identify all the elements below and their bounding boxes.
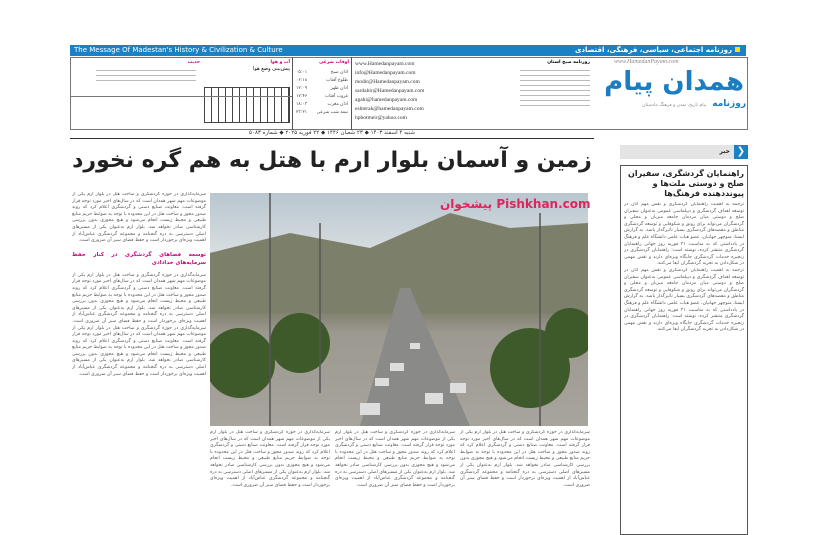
watermark: پیشخوان Pishkhan.com <box>440 197 591 211</box>
prayer-time: ۲۳:۲۱ <box>296 110 308 116</box>
hadith-box <box>72 60 200 85</box>
news-sidebar <box>620 145 748 535</box>
contact-item: eshterak@hamedanpayam.com <box>355 106 424 112</box>
prayer-time: ۱۲:۰۹ <box>296 86 308 92</box>
article-column <box>72 192 206 526</box>
article-text: سرمایه‌گذاری در حوزه گردشگری و ساخت هتل در بلوار ارم یکی از موضوعات مهم شهر همدان است که در سال‌های اخیر مورد توجه قرار گرفته است. معاونت صنایع دستی و گردشگری اعلام کرد که روند صدور مجوز و ساخت هتل در این محدوده با توجه به ضوابط حریم منابع طبیعی و محیط زیست انجام می‌شود و هیچ مجوزی بدون بررسی کارشناسی صادر نخواهد شد. بلوار ارم به‌عنوان یکی از مسیرهای اصلی دسترسی به دره گنجنامه و مجموعه گردشگری عباس‌آباد از اهمیت ویژه‌ای برخوردار است و حفظ فضای سبز آن ضروری است. <box>72 192 206 244</box>
prayer-row <box>296 85 348 93</box>
prayer-label: اذان مغرب <box>327 102 348 108</box>
sidebar-body: ترجمه به اهمیت راهنمایان گردشگری و نقش مهم آنان در توسعه اهداف گردشگری و دیپلماسی عمومی به‌عنوان سفیران صلح و دوستی میان مردمان جامعه میزبان و محلی و گردشگران می‌تواند برای رونق و شکوفایی و توسعه گردشگری مناطق و مقصدهای گردشگری بسیار تاثیرگذار باشد. به گزارش ایسنا، منوچهر جهانیان، عضو هیات علمی دانشگاه علم و فرهنگ در یادداشتی که به مناسبت ۲۱ فوریه روز جهانی راهنمایان گردشگری منتشر کرده، نوشته است: راهنمایان گردشگری در زنجیره خدمات گردشگری جایگاه ویژه‌ای دارند و نقش مهمی در شکل‌دادن به تجربه گردشگران ایفا می‌کنند. <box>624 202 744 267</box>
sidebar-title: راهنمایان گردشگری، سفیران صلح و دوستی ملت‌ها و پیونددهنده فرهنگ‌ها <box>628 169 744 198</box>
persian-tagline: روزنامه اجتماعی، سیاسی، فرهنگی، اقتصادی <box>575 45 740 56</box>
prayer-time: ۰۵:۰۱ <box>296 70 308 76</box>
hadith-title: حدیث <box>187 60 200 65</box>
prayer-time: ۱۷:۴۶ <box>296 94 308 100</box>
logo-subtitle: پیام تاریخ، تمدن و فرهنگ مادستان <box>642 103 707 108</box>
article-column <box>460 430 590 526</box>
weather-table <box>204 87 290 123</box>
prayer-row <box>296 77 348 85</box>
prayer-time: ۰۶:۱۸ <box>296 78 308 84</box>
prayer-label: اذان صبح <box>330 70 348 76</box>
english-tagline: The Message Of Madestan's History & Civilization & Culture <box>74 46 283 54</box>
contact-item: hpbotmeir@yahoo.com <box>355 115 407 121</box>
article-column <box>210 430 330 526</box>
publisher-info <box>520 60 590 110</box>
logo-website: www.HamedanPayam.com <box>614 59 679 65</box>
article-photo <box>210 193 588 426</box>
weather-subtitle: پیش‌بینی وضع هوا <box>253 66 290 73</box>
article-text: سرمایه‌گذاری در حوزه گردشگری و ساخت هتل در بلوار ارم یکی از موضوعات مهم شهر همدان است که در سال‌های اخیر مورد توجه قرار گرفته است. معاونت صنایع دستی و گردشگری اعلام کرد که روند صدور مجوز و ساخت هتل در این محدوده با توجه به ضوابط حریم منابع طبیعی و محیط زیست انجام می‌شود و هیچ مجوزی بدون بررسی کارشناسی صادر نخواهد شد. بلوار ارم به‌عنوان یکی از مسیرهای اصلی دسترسی به دره گنجنامه و مجموعه گردشگری عباس‌آباد از اهمیت ویژه‌ای برخوردار است و حفظ فضای سبز آن ضروری است. <box>72 325 206 377</box>
prayer-label: طلوع آفتاب <box>326 78 348 84</box>
logo-text: همدان پیام <box>604 67 744 97</box>
contact-list <box>355 60 515 123</box>
contact-item: modir@Hamedanpayam.com <box>355 79 420 85</box>
publisher-title: روزنامه صبح استان <box>547 60 590 65</box>
article-text: سرمایه‌گذاری در حوزه گردشگری و ساخت هتل در بلوار ارم یکی از موضوعات مهم شهر همدان است که در سال‌های اخیر مورد توجه قرار گرفته است. معاونت صنایع دستی و گردشگری اعلام کرد که روند صدور مجوز و ساخت هتل در این محدوده با توجه به ضوابط حریم منابع طبیعی و محیط زیست انجام می‌شود و هیچ مجوزی بدون بررسی کارشناسی صادر نخواهد شد. بلوار ارم به‌عنوان یکی از مسیرهای اصلی دسترسی به دره گنجنامه و مجموعه گردشگری عباس‌آباد از اهمیت ویژه‌ای برخوردار است و حفظ فضای سبز آن ضروری است. <box>210 430 330 488</box>
prayer-times <box>292 57 352 130</box>
logo-prefix: روزنامه <box>712 99 746 109</box>
prayer-time: ۱۸:۰۳ <box>296 102 308 108</box>
dateline: شنبه ۴ اسفند ۱۴۰۳ ◆ ۲۳ شعبان ۱۴۴۶ ◆ ۲۲ فوریه ۲۰۲۵ ◆ شماره ۵۰۸۳ <box>249 130 415 136</box>
newspaper-logo <box>594 58 748 130</box>
arrow-left-icon: ❮ <box>734 145 748 159</box>
sidebar-section-label: خبر <box>719 148 730 155</box>
headline: زمین و آسمان بلوار ارم با هتل به هم گره نخورد <box>72 148 592 173</box>
prayer-row <box>296 69 348 77</box>
prayer-row <box>296 101 348 109</box>
article-column <box>335 430 455 526</box>
sidebar-header <box>620 145 748 159</box>
prayer-label: نیمه شب شرعی <box>316 110 348 116</box>
article-text: سرمایه‌گذاری در حوزه گردشگری و ساخت هتل در بلوار ارم یکی از موضوعات مهم شهر همدان است که در سال‌های اخیر مورد توجه قرار گرفته است. معاونت صنایع دستی و گردشگری اعلام کرد که روند صدور مجوز و ساخت هتل در این محدوده با توجه به ضوابط حریم منابع طبیعی و محیط زیست انجام می‌شود و هیچ مجوزی بدون بررسی کارشناسی صادر نخواهد شد. بلوار ارم به‌عنوان یکی از مسیرهای اصلی دسترسی به دره گنجنامه و مجموعه گردشگری عباس‌آباد از اهمیت ویژه‌ای برخوردار است و حفظ فضای سبز آن ضروری است. <box>72 272 206 324</box>
prayer-row <box>296 109 348 117</box>
prayer-label: اذان ظهر <box>330 86 348 92</box>
prayer-label: غروب آفتاب <box>324 94 348 100</box>
sidebar-body: ترجمه به اهمیت راهنمایان گردشگری و نقش مهم آنان در توسعه اهداف گردشگری و دیپلماسی عمومی به‌عنوان سفیران صلح و دوستی میان مردمان جامعه میزبان و محلی و گردشگران می‌تواند برای رونق و شکوفایی و توسعه گردشگری مناطق و مقصدهای گردشگری بسیار تاثیرگذار باشد. به گزارش ایسنا، منوچهر جهانیان، عضو هیات علمی دانشگاه علم و فرهنگ در یادداشتی که به مناسبت ۲۱ فوریه روز جهانی راهنمایان گردشگری منتشر کرده، نوشته است: راهنمایان گردشگری در زنجیره خدمات گردشگری جایگاه ویژه‌ای دارند و نقش مهمی در شکل‌دادن به تجربه گردشگران ایفا می‌کنند. <box>624 267 744 333</box>
contact-item: agahi@hamedanpayam.com <box>355 97 418 103</box>
masthead-bar <box>70 45 746 56</box>
article-text: سرمایه‌گذاری در حوزه گردشگری و ساخت هتل در بلوار ارم یکی از موضوعات مهم شهر همدان است که در سال‌های اخیر مورد توجه قرار گرفته است. معاونت صنایع دستی و گردشگری اعلام کرد که روند صدور مجوز و ساخت هتل در این محدوده با توجه به ضوابط حریم منابع طبیعی و محیط زیست انجام می‌شود و هیچ مجوزی بدون بررسی کارشناسی صادر نخواهد شد. بلوار ارم به‌عنوان یکی از مسیرهای اصلی دسترسی به دره گنجنامه و مجموعه گردشگری عباس‌آباد از اهمیت ویژه‌ای برخوردار است و حفظ فضای سبز آن ضروری است. <box>460 430 590 488</box>
weather-box <box>204 60 290 123</box>
article-text: سرمایه‌گذاری در حوزه گردشگری و ساخت هتل در بلوار ارم یکی از موضوعات مهم شهر همدان است که در سال‌های اخیر مورد توجه قرار گرفته است. معاونت صنایع دستی و گردشگری اعلام کرد که روند صدور مجوز و ساخت هتل در این محدوده با توجه به ضوابط حریم منابع طبیعی و محیط زیست انجام می‌شود و هیچ مجوزی بدون بررسی کارشناسی صادر نخواهد شد. بلوار ارم به‌عنوان یکی از مسیرهای اصلی دسترسی به دره گنجنامه و مجموعه گردشگری عباس‌آباد از اهمیت ویژه‌ای برخوردار است و حفظ فضای سبز آن ضروری است. <box>335 430 455 488</box>
contact-item: sardabir@Hamedanpayam.com <box>355 88 425 94</box>
weather-title: آب و هوا <box>270 60 290 65</box>
article-subhead: توسعه فضاهای گردشگری در کنار حفظ سرمایه‌های خدادادی <box>72 251 206 266</box>
prayer-row <box>296 93 348 101</box>
prayer-title: اوقات شرعی <box>319 60 349 65</box>
contact-item: info@Hamedanpayam.com <box>355 70 416 76</box>
contact-item: www.Hamedanpayam.com <box>355 61 415 67</box>
